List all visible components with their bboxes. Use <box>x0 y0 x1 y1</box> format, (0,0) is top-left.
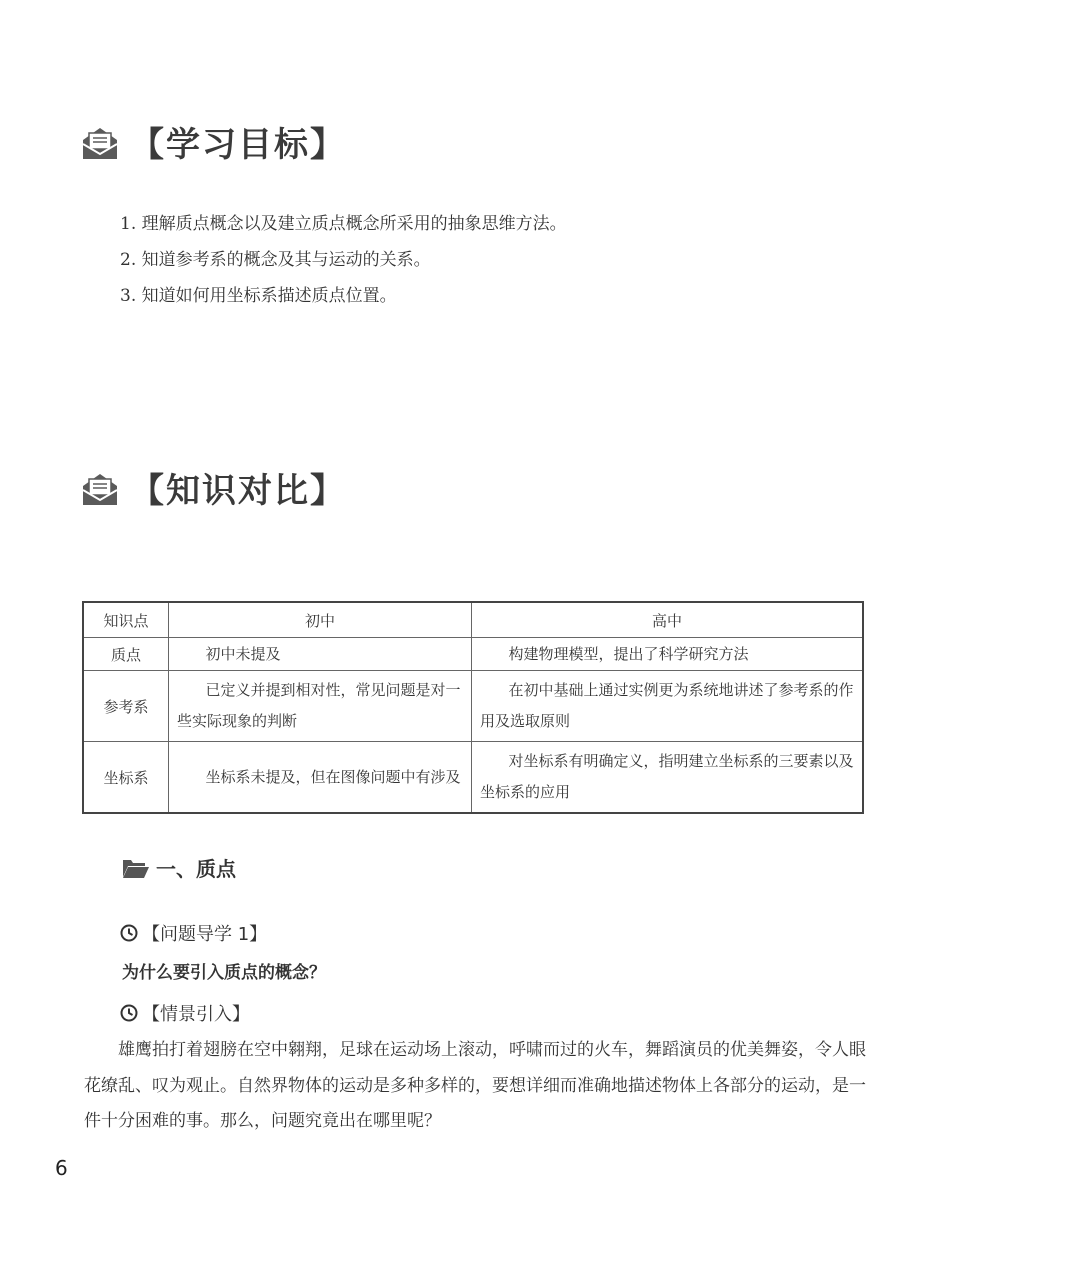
clock-icon <box>120 1004 138 1022</box>
list-item: 2. 知道参考系的概念及其与运动的关系。 <box>120 250 431 270</box>
table-cell-junior: 坐标系未提及，但在图像问题中有涉及 <box>169 742 472 814</box>
column-header: 高中 <box>472 602 864 638</box>
scene-paragraph: 雄鹰拍打着翅膀在空中翱翔，足球在运动场上滚动，呼啸而过的火车，舞蹈演员的优美舞姿，令人眼花缭乱、叹为观止。自然界物体的运动是多种多样的，要想详细而准确地描述物体上各部分的运动，是一件十分困难的事。那么，问题究竟出在哪里呢？ <box>84 1040 866 1131</box>
table-row <box>83 638 863 671</box>
clock-icon <box>120 924 138 942</box>
section-heading: 【知识对比】 <box>130 471 346 511</box>
guide-tag-text: 【问题导学 1】 <box>142 924 268 945</box>
table-cell-senior: 对坐标系有明确定义，指明建立坐标系的三要素以及坐标系的应用 <box>472 742 864 814</box>
guide-question: 为什么要引入质点的概念？ <box>122 963 326 983</box>
comparison-table <box>82 601 864 814</box>
table-header-row <box>83 602 863 638</box>
learning-goals-list <box>120 206 567 314</box>
table-cell-topic: 参考系 <box>83 671 169 742</box>
folder-icon <box>122 857 150 879</box>
table-row <box>83 671 863 742</box>
list-item: 3. 知道如何用坐标系描述质点位置。 <box>120 286 397 306</box>
section-title <box>122 853 236 882</box>
table-row <box>83 742 863 814</box>
scene-tag <box>120 1000 250 1026</box>
page-number: 6 <box>55 1156 68 1180</box>
envelope-icon <box>80 122 120 162</box>
page-title: 【学习目标】 <box>130 125 346 165</box>
table-cell-senior: 构建物理模型，提出了科学研究方法 <box>472 638 864 671</box>
table-cell-topic: 坐标系 <box>83 742 169 814</box>
envelope-icon <box>80 468 120 508</box>
column-header: 初中 <box>169 602 472 638</box>
list-item: 1. 理解质点概念以及建立质点概念所采用的抽象思维方法。 <box>120 214 567 234</box>
table-cell-junior: 初中未提及 <box>169 638 472 671</box>
guide-tag <box>120 920 267 946</box>
knowledge-compare-heading <box>80 463 346 512</box>
column-header: 知识点 <box>83 602 169 638</box>
scene-tag-text: 【情景引入】 <box>142 1004 250 1025</box>
learning-goals-heading <box>80 117 346 166</box>
table-cell-junior: 已定义并提到相对性，常见问题是对一些实际现象的判断 <box>169 671 472 742</box>
section-title-text: 一、质点 <box>156 857 236 881</box>
table-cell-senior: 在初中基础上通过实例更为系统地讲述了参考系的作用及选取原则 <box>472 671 864 742</box>
table-cell-topic: 质点 <box>83 638 169 671</box>
